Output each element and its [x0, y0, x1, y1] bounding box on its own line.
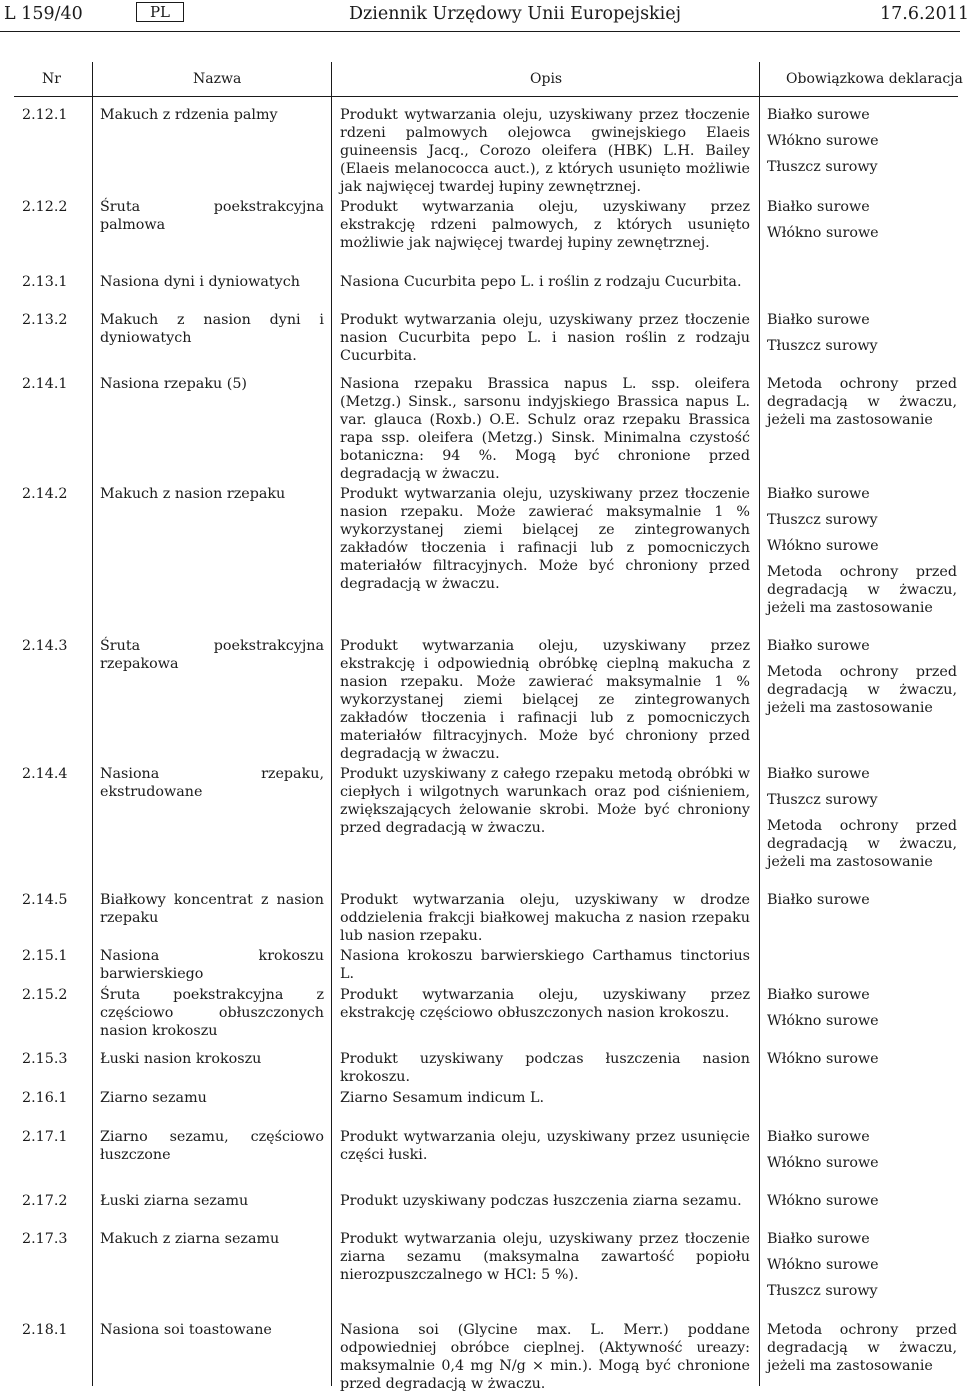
- item-name: Ziarno sezamu: [100, 1090, 207, 1106]
- declaration-entry: Metoda ochrony przed degradacją w żwaczu, jeżeli ma zastosowanie: [767, 818, 957, 870]
- item-number: 2.15.3: [22, 1051, 68, 1067]
- declaration-entry: Metoda ochrony przed degradacją w żwaczu, jeżeli ma zastosowanie: [767, 564, 957, 616]
- declaration-entry: Białko surowe: [767, 486, 870, 502]
- item-name: Nasiona krokoszu barwierskiego: [100, 948, 324, 982]
- column-divider: [92, 62, 93, 1386]
- item-number: 2.14.3: [22, 638, 68, 654]
- item-description: Produkt wytwarzania oleju, uzyskiwany przez tłoczenie ziarna sezamu (maksymalna zawartość popiołu nierozpuszczalnego w HCl: 5 %).: [340, 1231, 750, 1283]
- item-number: 2.14.4: [22, 766, 68, 782]
- declaration-entry: Białko surowe: [767, 199, 870, 215]
- declaration-entry: Tłuszcz surowy: [767, 1283, 878, 1299]
- column-header-desc: Opis: [530, 71, 563, 87]
- declaration-entry: Włókno surowe: [767, 1155, 879, 1171]
- item-description: Produkt wytwarzania oleju, uzyskiwany przez usunięcie części łuski.: [340, 1129, 750, 1163]
- declaration-entry: Białko surowe: [767, 312, 870, 328]
- item-name: Nasiona rzepaku, ekstrudowane: [100, 766, 324, 800]
- item-name: Nasiona rzepaku (5): [100, 376, 247, 392]
- item-name: Białkowy koncentrat z nasion rzepaku: [100, 892, 324, 926]
- item-description: Produkt wytwarzania oleju, uzyskiwany przez tłoczenie nasion rzepaku. Może zawierać maksymalnie 1 % wykorzystanej ziemi bielącej ze zintegrowanych zakładów tłoczenia i rafinacji lub z pomocniczych materiałów filtracyjnych. Może być chroniony przed degradacją w żwaczu.: [340, 486, 750, 592]
- declaration-entry: Białko surowe: [767, 1129, 870, 1145]
- table-header-rule: [14, 96, 958, 97]
- item-declaration: [767, 198, 957, 250]
- item-number: 2.16.1: [22, 1090, 68, 1106]
- declaration-entry: Metoda ochrony przed degradacją w żwaczu, jeżeli ma zastosowanie: [767, 376, 957, 428]
- declaration-entry: Włókno surowe: [767, 1193, 879, 1209]
- item-declaration: [767, 311, 957, 363]
- journal-title: Dziennik Urzędowy Unii Europejskiej: [349, 4, 682, 24]
- item-description: Ziarno Sesamum indicum L.: [340, 1090, 545, 1106]
- item-name: Nasiona dyni i dyniowatych: [100, 274, 300, 290]
- item-description: Produkt wytwarzania oleju, uzyskiwany przez ekstrakcję częściowo obłuszczonych nasion krokoszu.: [340, 987, 750, 1021]
- page-number: L 159/40: [4, 4, 83, 24]
- column-header-name: Nazwa: [193, 71, 242, 87]
- column-header-nr: Nr: [42, 71, 61, 87]
- declaration-entry: Włókno surowe: [767, 1013, 879, 1029]
- item-declaration: [767, 637, 957, 725]
- declaration-entry: Tłuszcz surowy: [767, 792, 878, 808]
- item-description: Nasiona krokoszu barwierskiego Carthamus tinctorius L.: [340, 948, 750, 982]
- declaration-entry: Metoda ochrony przed degradacją w żwaczu, jeżeli ma zastosowanie: [767, 1322, 957, 1374]
- declaration-entry: Metoda ochrony przed degradacją w żwaczu, jeżeli ma zastosowanie: [767, 664, 957, 716]
- item-name: Łuski ziarna sezamu: [100, 1193, 249, 1209]
- item-name: Nasiona soi toastowane: [100, 1322, 272, 1338]
- item-name: Śruta poekstrakcyjna rzepakowa: [100, 638, 324, 672]
- declaration-entry: Włókno surowe: [767, 1051, 879, 1067]
- item-declaration: [767, 891, 957, 917]
- item-number: 2.17.3: [22, 1231, 68, 1247]
- declaration-entry: Włókno surowe: [767, 225, 879, 241]
- language-badge: PL: [136, 2, 184, 22]
- item-number: 2.17.2: [22, 1193, 68, 1209]
- item-description: Nasiona soi (Glycine max. L. Merr.) poddane odpowiedniej obróbce cieplnej. (Aktywność ureazy: maksymalnie 0,4 mg N/g × min.). Mogą być chronione przed degradacją w żwaczu.: [340, 1322, 750, 1392]
- item-description: Produkt wytwarzania oleju, uzyskiwany w drodze oddzielenia frakcji białkowej makucha z nasion rzepaku lub nasion rzepaku.: [340, 892, 750, 944]
- item-description: Produkt wytwarzania oleju, uzyskiwany przez ekstrakcję rdzeni palmowych, z których usunięto możliwie jak najwięcej twardej łupiny zewnętrznej.: [340, 199, 750, 251]
- item-description: Produkt wytwarzania oleju, uzyskiwany przez tłoczenie rdzeni palmowych olejowca gwinejskiego Elaeis guineensis Jacq., Corozo oleifera (HBK) L.H. Bailey (Elaeis melanococca auct.), z których usunięto możliwie jak najwięcej twardej łupiny zewnętrznej.: [340, 107, 750, 195]
- item-number: 2.12.1: [22, 107, 68, 123]
- item-number: 2.13.2: [22, 312, 68, 328]
- item-description: Produkt uzyskiwany podczas łuszczenia ziarna sezamu.: [340, 1193, 742, 1209]
- item-number: 2.15.2: [22, 987, 68, 1003]
- column-header-decl: Obowiązkowa deklaracja: [786, 71, 963, 87]
- item-name: Makuch z rdzenia palmy: [100, 107, 278, 123]
- declaration-entry: Białko surowe: [767, 892, 870, 908]
- item-name: Śruta poekstrakcyjna z częściowo obłuszczonych nasion krokoszu: [100, 987, 324, 1039]
- item-number: 2.15.1: [22, 948, 68, 964]
- item-declaration: [767, 1230, 957, 1308]
- item-description: Produkt wytwarzania oleju, uzyskiwany przez tłoczenie nasion Cucurbita pepo L. i nasion roślin z rodzaju Cucurbita.: [340, 312, 750, 364]
- item-declaration: [767, 765, 957, 879]
- declaration-entry: Tłuszcz surowy: [767, 338, 878, 354]
- item-name: Makuch z nasion dyni i dyniowatych: [100, 312, 324, 346]
- declaration-entry: Włókno surowe: [767, 538, 879, 554]
- item-description: Produkt uzyskiwany z całego rzepaku metodą obróbki w ciepłych i wilgotnych warunkach oraz pod ciśnieniem, zwiększających żelowanie skrobi. Może być chroniony przed degradacją w żwaczu.: [340, 766, 750, 836]
- item-declaration: [767, 1321, 957, 1375]
- declaration-entry: Włókno surowe: [767, 1257, 879, 1273]
- item-declaration: [767, 1128, 957, 1180]
- item-description: Produkt wytwarzania oleju, uzyskiwany przez ekstrakcję i odpowiednią obróbkę cieplną makucha z nasion rzepaku. Może zawierać maksymalnie 1 % wykorzystanej ziemi bielącej ze zintegrowanych zakładów tłoczenia i rafinacji lub z pomocniczych materiałów filtracyjnych. Może być chroniony przed degradacją w żwaczu.: [340, 638, 750, 762]
- item-number: 2.18.1: [22, 1322, 68, 1338]
- item-number: 2.13.1: [22, 274, 68, 290]
- item-number: 2.14.2: [22, 486, 68, 502]
- declaration-entry: Białko surowe: [767, 638, 870, 654]
- item-number: 2.14.1: [22, 376, 68, 392]
- page-header: [0, 0, 969, 30]
- item-number: 2.17.1: [22, 1129, 68, 1145]
- item-name: Makuch z ziarna sezamu: [100, 1231, 280, 1247]
- item-name: Ziarno sezamu, częściowo łuszczone: [100, 1129, 324, 1163]
- item-number: 2.12.2: [22, 199, 68, 215]
- item-declaration: [767, 375, 957, 437]
- item-declaration: [767, 1192, 957, 1218]
- item-description: Produkt uzyskiwany podczas łuszczenia nasion krokoszu.: [340, 1051, 750, 1085]
- publication-date: 17.6.2011: [880, 4, 969, 24]
- declaration-entry: Białko surowe: [767, 766, 870, 782]
- item-declaration: [767, 1050, 957, 1076]
- item-declaration: [767, 485, 957, 625]
- column-divider: [759, 62, 760, 1386]
- item-description: Nasiona Cucurbita pepo L. i roślin z rodzaju Cucurbita.: [340, 274, 742, 290]
- declaration-entry: Włókno surowe: [767, 133, 879, 149]
- item-name: Śruta poekstrakcyjna palmowa: [100, 199, 324, 233]
- header-rule: [0, 31, 960, 32]
- item-declaration: [767, 106, 957, 184]
- declaration-entry: Tłuszcz surowy: [767, 512, 878, 528]
- item-description: Nasiona rzepaku Brassica napus L. ssp. oleifera (Metzg.) Sinsk., sarsonu indyjskiego Brassica napus L. var. glauca (Roxb.) O.E. Schulz oraz rzepaku Brassica rapa ssp. oleifera (Metzg.) Sinsk. Minimalna czystość botaniczna: 94 %. Mogą być chronione przed degradacją w żwaczu.: [340, 376, 750, 482]
- column-divider: [331, 62, 332, 1386]
- item-name: Łuski nasion krokoszu: [100, 1051, 262, 1067]
- declaration-entry: Tłuszcz surowy: [767, 159, 878, 175]
- item-name: Makuch z nasion rzepaku: [100, 486, 286, 502]
- item-declaration: [767, 986, 957, 1038]
- declaration-entry: Białko surowe: [767, 107, 870, 123]
- declaration-entry: Białko surowe: [767, 1231, 870, 1247]
- item-number: 2.14.5: [22, 892, 68, 908]
- declaration-entry: Białko surowe: [767, 987, 870, 1003]
